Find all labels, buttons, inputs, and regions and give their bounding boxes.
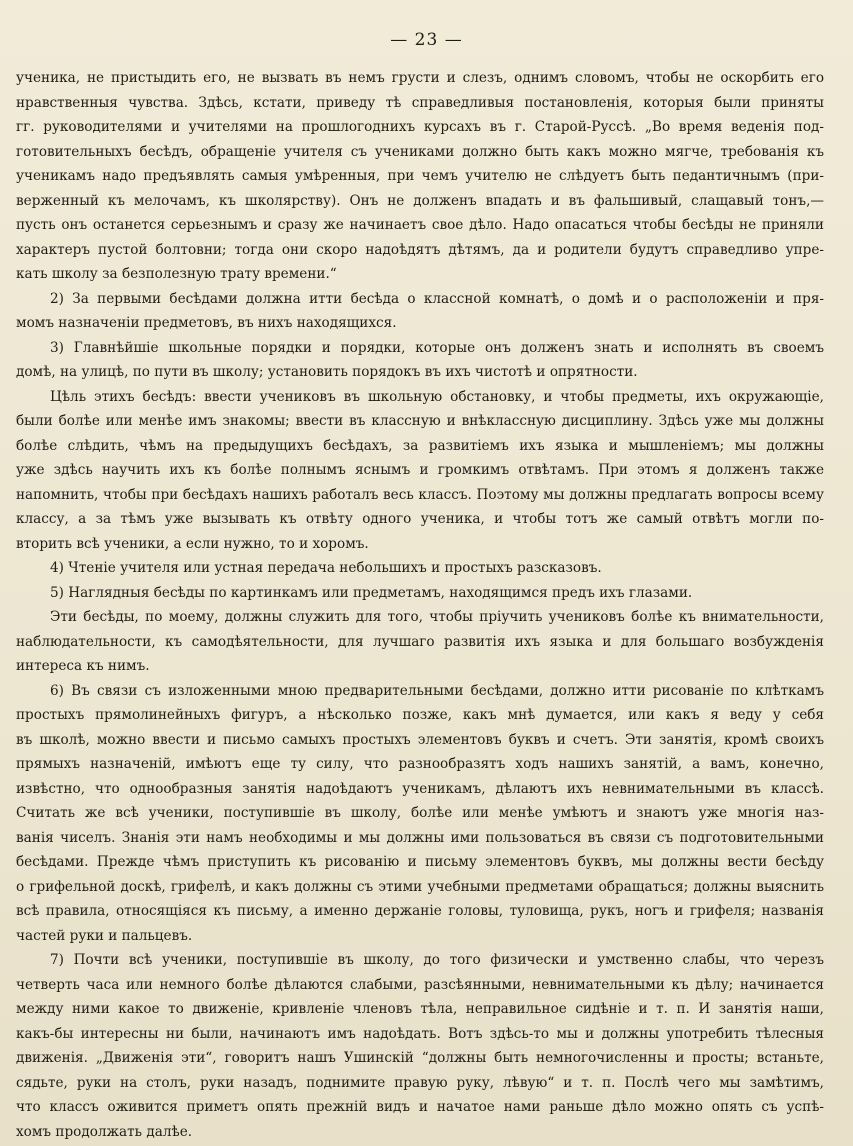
text-line: о грифельной доскѣ, грифелѣ, и какъ должны съ этими учебными предметами обращаться; должны выяснить (16, 878, 824, 895)
text-line: классу, а за тѣмъ уже вызывать къ отвѣту одного ученика, и чтобы тотъ же самый отвѣтъ могли по- (16, 511, 824, 527)
text-line: момъ назначеніи предметовъ, въ нихъ находящихся. (16, 315, 397, 331)
text-line: между ними какое то движеніе, кривленіе членовъ тѣла, неправильное сидѣніе и т. п. И занятія наши, (16, 1001, 824, 1017)
text-line: какъ-бы интересны ни были, начинаютъ имъ надоѣдать. Вотъ здѣсь-то мы и должны употребить тѣлесныя (16, 1025, 824, 1042)
text-line: прямыхъ назначеній, имѣютъ еще ту силу, что разнообразятъ ходъ нашихъ занятій, а вамъ, конечно, (16, 756, 824, 772)
text-line: движенія. „Движенія эти“, говоритъ нашъ Ушинскій “должны быть немногочисленны и просты; встаньте, (16, 1050, 824, 1066)
text-line: нравственныя чувства. Здѣсь, кстати, приведу тѣ справедливыя постановленія, которыя были приняты (16, 94, 824, 111)
text-line: интереса къ нимъ. (16, 658, 150, 674)
text-line: вторить всѣ ученики, а если нужно, то и хоромъ. (16, 535, 369, 552)
body-text (16, 66, 824, 1144)
page-number: — 23 — (390, 30, 463, 50)
text-line: 4) Чтеніе учителя или устная передача небольшихъ и простыхъ разсказовъ. (50, 560, 602, 576)
text-line: уже здѣсь научить ихъ къ болѣе полнымъ яснымъ и громкимъ отвѣтамъ. При этомъ я долженъ также (16, 462, 824, 478)
text-line: наблюдательности, къ самодѣятельности, для лучшаго развитія ихъ языка и для большаго возбужденія (16, 633, 824, 650)
text-line: домѣ, на улицѣ, по пути въ школу; установить порядокъ въ ихъ чистотѣ и опрятности. (16, 364, 638, 380)
text-line: извѣстно, что однообразныя занятія надоѣдаютъ ученикамъ, дѣлаютъ ихъ невнимательными въ классѣ. (16, 780, 824, 797)
text-line: ученикамъ надо предъявлять самыя умѣренныя, при чемъ учителю не слѣдуетъ быть педантичнымъ (при- (16, 168, 824, 184)
text-line: простыхъ прямолинейныхъ фигуръ, а нѣсколько позже, какъ мнѣ думается, или какъ я веду у себя (16, 707, 824, 723)
text-line: Считать же всѣ ученики, поступившіе въ школу, болѣе или менѣе умѣютъ и знаютъ уже многія наз- (16, 805, 824, 821)
text-line: Эти бесѣды, по моему, должны служить для того, чтобы пріучить учениковъ болѣе къ внимательности, (50, 609, 824, 625)
text-line: гг. руководителями и учителями на прошлогоднихъ курсахъ въ г. Старой-Руссѣ. „Во время веденія под- (16, 119, 824, 135)
text-line: пусть онъ останется серьезнымъ и сразу же начинаетъ свое дѣло. Надо опасаться чтобы бесѣды не приняли (16, 217, 824, 233)
text-line: четверть часа или немного болѣе дѣлаются слабыми, разсѣянными, невнимательными къ дѣлу; начинается (16, 976, 824, 993)
text-line: ванія чиселъ. Знанія эти намъ необходимы и мы должны ими пользоваться въ связи съ подготовительными (16, 829, 824, 846)
text-line: 2) За первыми бесѣдами должна итти бесѣда о классной комнатѣ, о домѣ и о расположеніи и пря- (50, 290, 824, 307)
text-line: 7) Почти всѣ ученики, поступившіе въ школу, до того физически и умственно слабы, что черезъ (50, 952, 824, 968)
text-line: бесѣдами. Прежде чѣмъ приступить къ рисованію и письму элементовъ буквъ, мы должны вести бесѣду (16, 854, 824, 870)
text-line: болѣе слѣдить, чѣмъ на предыдущихъ бесѣдахъ, за развитіемъ ихъ языка и мышленіемъ; мы должны (16, 437, 824, 454)
text-line: что классъ оживится приметъ опять прежній видъ и начатое нами раньше дѣло можно опять съ успѣ- (16, 1099, 824, 1115)
text-line: кать школу за безполезную трату времени.“ (16, 266, 337, 282)
text-line: 6) Въ связи съ изложенными мною предварительными бесѣдами, должно итти рисованіе по клѣткамъ (50, 682, 824, 699)
text-line: частей руки и пальцевъ. (16, 927, 193, 944)
text-line: напомнить, чтобы при бесѣдахъ нашихъ работалъ весь классъ. Поэтому мы должны предлагать вопросы всему (16, 486, 824, 503)
text-line: ученика, не пристыдить его, не вызвать въ немъ грусти и слезъ, однимъ словомъ, чтобы не оскорбить его (16, 70, 824, 86)
text-line: верженный къ мелочамъ, къ школярству). Онъ не долженъ впадать и въ фальшивый, слащавый тонъ,— (16, 192, 824, 209)
text-line: всѣ правила, относящіяся къ письму, а именно держаніе головы, туловища, рукъ, ногъ и грифеля; названія (16, 903, 824, 919)
text-line: были болѣе или менѣе имъ знакомы; ввести въ классную и внѣклассную дисциплину. Здѣсь уже мы должны (16, 413, 824, 429)
text-line: 3) Главнѣйшіе школьные порядки и порядки, которые онъ долженъ знать и исполнять въ своемъ (50, 339, 824, 356)
text-line: готовительныхъ бесѣдъ, обращеніе учителя съ учениками должно быть какъ можно мягче, требованія къ (16, 143, 824, 160)
text-line: характеръ пустой болтовни; тогда они скоро надоѣдятъ дѣтямъ, да и родители будутъ справедливо упре- (16, 241, 824, 258)
text-line: хомъ продолжать далѣе. (16, 1123, 193, 1140)
text-line: 5) Наглядныя бесѣды по картинкамъ или предметамъ, находящимся предъ ихъ глазами. (50, 584, 693, 601)
text-line: сядьте, руки на столъ, руки назадъ, поднимите правую руку, лѣвую“ и т. п. Послѣ чего мы замѣтимъ, (16, 1074, 824, 1091)
text-line: Цѣль этихъ бесѣдъ: ввести учениковъ въ школьную обстановку, и чтобы предметы, ихъ окружающіе, (50, 388, 824, 405)
text-line: въ школѣ, можно ввести и письмо самыхъ простыхъ элементовъ буквъ и счетъ. Эти занятія, кромѣ своихъ (16, 731, 824, 748)
